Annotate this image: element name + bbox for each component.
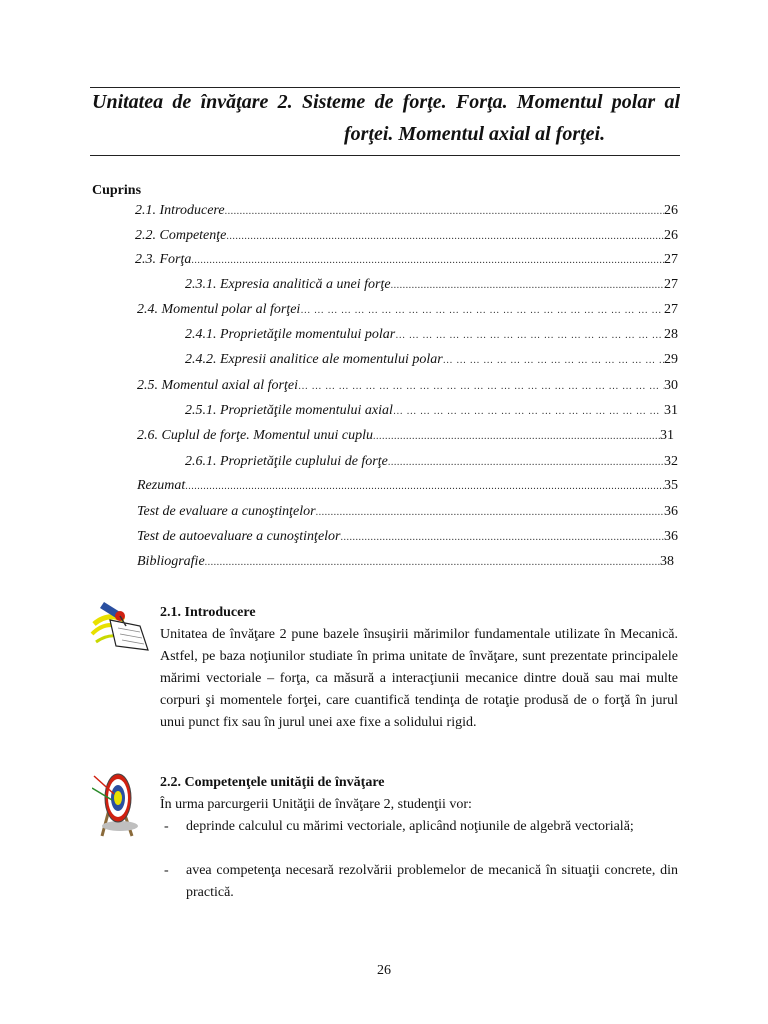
toc-entry-page: 36 bbox=[664, 504, 678, 519]
toc-leader bbox=[443, 352, 664, 369]
page-number: 26 bbox=[377, 963, 391, 978]
toc-entry[interactable] bbox=[185, 326, 678, 343]
toc-entry-page: 35 bbox=[664, 478, 678, 493]
toc-leader bbox=[298, 378, 664, 395]
toc-entry-page: 29 bbox=[664, 352, 678, 367]
toc-leader bbox=[341, 529, 665, 546]
section-competences-lead: În urma parcurgerii Unităţii de învăţare 2, studenţii vor: bbox=[160, 797, 472, 812]
toc-leader bbox=[388, 454, 664, 471]
toc-entry-page: 36 bbox=[664, 529, 678, 544]
toc-entry-label: 2.3. Forţa bbox=[135, 252, 192, 267]
toc-leader bbox=[226, 228, 664, 245]
toc-leader bbox=[191, 252, 664, 269]
toc-entry-label: 2.6.1. Proprietăţile cuplului de forţe bbox=[185, 454, 388, 469]
pushpin-note-icon bbox=[90, 598, 152, 654]
section-intro-body: Unitatea de învăţare 2 pune bazele însuşirii mărimilor fundamentale utilizate în Mecanică. Astfel, pe baza noţiunilor studiate în prima unitate de învăţare, sunt prezentate principalele mărimi vectoriale – forţa, ca măsură a interacţiunii mecanice dintre două sau mai multe corpuri şi momentele forţei, care cuantifică tendinţa de rotaţie produsă de o forţă în jurul unui punct fix sau în jurul unei axe fixe a solidului rigid. bbox=[160, 627, 678, 730]
toc-entry-label: Test de autoevaluare a cunoştinţelor bbox=[137, 529, 341, 544]
toc-heading: Cuprins bbox=[92, 183, 142, 198]
page-title bbox=[92, 86, 680, 150]
toc-leader bbox=[300, 302, 664, 319]
toc-entry[interactable] bbox=[135, 251, 678, 268]
toc-entry-page: 32 bbox=[664, 454, 678, 469]
toc-entry-page: 27 bbox=[664, 277, 678, 292]
toc-entry-label: 2.2. Competenţe bbox=[135, 228, 227, 243]
archery-target-icon bbox=[92, 770, 148, 838]
bullet-text: deprinde calculul cu mărimi vectoriale, aplicând noţiunile de algebră vectorială; bbox=[186, 819, 634, 834]
toc-entry-label: 2.4. Momentul polar al forţei bbox=[137, 302, 301, 317]
toc-entry[interactable] bbox=[137, 503, 678, 520]
toc-entry-label: 2.4.2. Expresii analitice ale momentului polar bbox=[185, 352, 443, 367]
toc-leader bbox=[185, 478, 664, 495]
toc-leader bbox=[395, 327, 664, 344]
section-competences-title: 2.2. Competenţele unităţii de învăţare bbox=[160, 775, 385, 790]
section-intro-title: 2.1. Introducere bbox=[160, 605, 256, 620]
list-item bbox=[160, 816, 678, 838]
toc-entry[interactable] bbox=[137, 301, 678, 318]
bullet-marker: - bbox=[164, 863, 169, 878]
title-bottom-rule bbox=[90, 155, 680, 156]
toc-entry[interactable] bbox=[137, 377, 678, 394]
toc-entry-page: 27 bbox=[664, 302, 678, 317]
toc-leader bbox=[316, 504, 664, 521]
toc-leader bbox=[393, 403, 664, 420]
toc-entry-label: 2.4.1. Proprietăţile momentului polar bbox=[185, 327, 396, 342]
toc-entry-page: 26 bbox=[664, 228, 678, 243]
toc-entry[interactable] bbox=[185, 276, 678, 293]
toc-entry[interactable] bbox=[185, 351, 678, 368]
toc-entry-label: Bibliografie bbox=[137, 554, 205, 569]
toc-entry[interactable] bbox=[185, 453, 678, 470]
toc-entry-page: 27 bbox=[664, 252, 678, 267]
toc-entry[interactable] bbox=[185, 402, 678, 419]
title-line-2: forţei. Momentul axial al forţei. bbox=[344, 123, 606, 145]
toc-entry-page: 31 bbox=[664, 403, 678, 418]
toc-leader bbox=[373, 428, 660, 445]
toc-entry-page: 28 bbox=[664, 327, 678, 342]
toc-entry[interactable] bbox=[137, 427, 674, 444]
toc-leader bbox=[205, 554, 660, 571]
toc-entry-page: 31 bbox=[660, 428, 674, 443]
toc-entry-page: 26 bbox=[664, 203, 678, 218]
toc-entry-label: 2.5.1. Proprietăţile momentului axial bbox=[185, 403, 393, 418]
toc-entry-label: 2.1. Introducere bbox=[135, 203, 225, 218]
toc-entry-page: 30 bbox=[664, 378, 678, 393]
toc-entry[interactable] bbox=[137, 553, 674, 570]
toc-leader bbox=[225, 203, 664, 220]
toc-entry-page: 38 bbox=[660, 554, 674, 569]
title-line-1: Unitatea de învăţare 2. Sisteme de forţe. Forţa. Momentul polar al bbox=[92, 91, 680, 113]
toc-entry-label: 2.5. Momentul axial al forţei bbox=[137, 378, 298, 393]
toc-entry-label: 2.6. Cuplul de forţe. Momentul unui cuplu bbox=[137, 428, 374, 443]
bullet-marker: - bbox=[164, 819, 169, 834]
toc-entry-label: 2.3.1. Expresia analitică a unei forţe bbox=[185, 277, 391, 292]
toc-entry[interactable] bbox=[137, 477, 678, 494]
toc-entry[interactable] bbox=[135, 202, 678, 219]
list-item bbox=[160, 860, 678, 904]
toc-entry-label: Test de evaluare a cunoştinţelor bbox=[137, 504, 316, 519]
bullet-text: avea competenţa necesară rezolvării problemelor de mecanică în situaţii concrete, din practică. bbox=[186, 863, 678, 900]
toc-entry[interactable] bbox=[135, 227, 678, 244]
toc-entry[interactable] bbox=[137, 528, 678, 545]
toc-leader bbox=[391, 277, 664, 294]
toc-entry-label: Rezumat bbox=[137, 478, 186, 493]
